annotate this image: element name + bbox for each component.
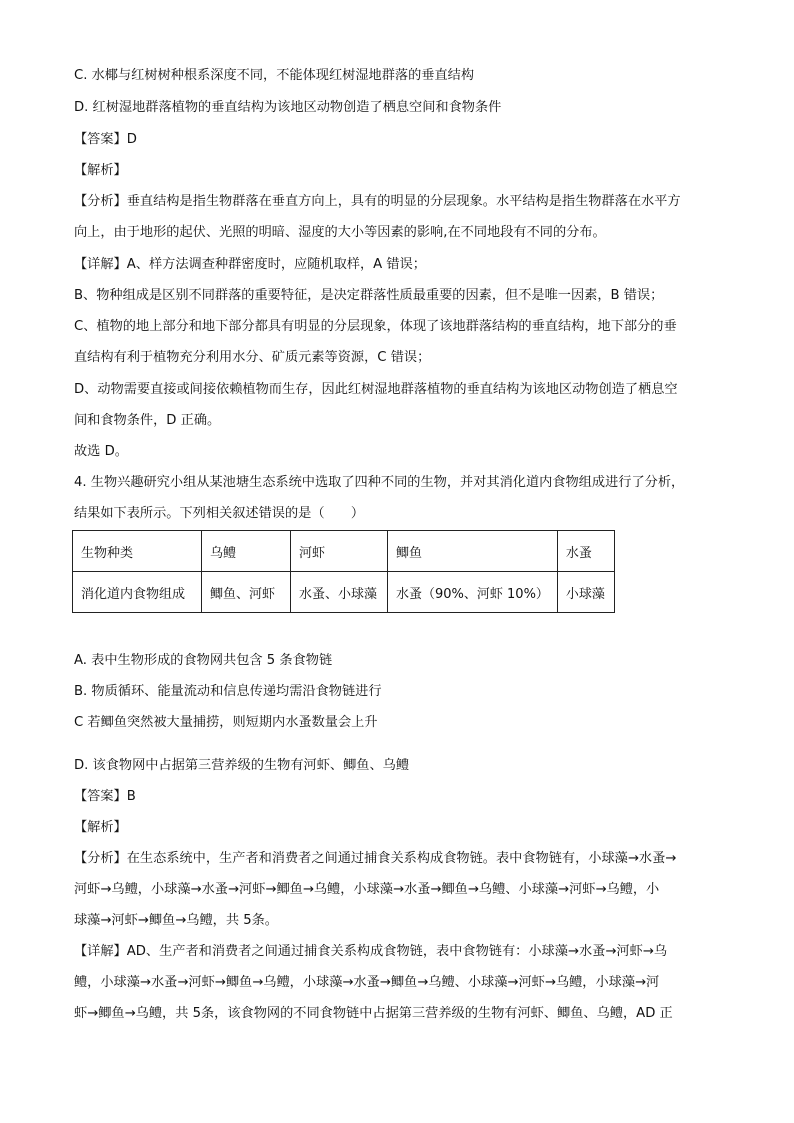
food-composition-table bbox=[72, 530, 615, 613]
detail-text: 【详解】AD、生产者和消费者之间通过捕食关系构成食物链，表中食物链有：小球藻→水蚤→河虾→乌 bbox=[74, 944, 668, 959]
analysis-text: 球藻→河虾→鲫鱼→乌鳢，共 5条。 bbox=[74, 913, 278, 928]
option-c: C 若鲫鱼突然被大量捕捞，则短期内水蚤数量会上升 bbox=[74, 715, 378, 730]
table-cell: 水蚤、小球藻 bbox=[291, 572, 388, 613]
detail-text: B、物种组成是区别不同群落的重要特征，是决定群落性质最重要的因素，但不是唯一因素，B 错误； bbox=[74, 288, 664, 303]
table-cell: 鲫鱼 bbox=[388, 531, 558, 572]
option-c-prev: C. 水椰与红树树种根系深度不同，不能体现红树湿地群落的垂直结构 bbox=[74, 68, 475, 83]
table-cell: 乌鳢 bbox=[202, 531, 291, 572]
detail-text: 间和食物条件，D 正确。 bbox=[74, 413, 221, 428]
table-cell: 生物种类 bbox=[73, 531, 202, 572]
detail-text: 虾→鲫鱼→乌鳢，共 5条，该食物网的不同食物链中占据第三营养级的生物有河虾、鲫鱼、乌鳢，AD 正 bbox=[74, 1006, 673, 1021]
table-cell: 消化道内食物组成 bbox=[73, 572, 202, 613]
table-row bbox=[73, 531, 615, 572]
table-cell: 水蚤（90%、河虾 10%） bbox=[388, 572, 558, 613]
table-cell: 鲫鱼、河虾 bbox=[202, 572, 291, 613]
analysis-text: 向上，由于地形的起伏、光照的明暗、湿度的大小等因素的影响,在不同地段有不同的分布。 bbox=[74, 225, 606, 240]
analysis-text: 河虾→乌鳢，小球藻→水蚤→河虾→鲫鱼→乌鳢，小球藻→水蚤→鲫鱼→乌鳢、小球藻→河虾→乌鳢，小 bbox=[74, 882, 660, 897]
detail-text: 【详解】A、样方法调查种群密度时，应随机取样，A 错误； bbox=[74, 257, 426, 272]
table-cell: 小球藻 bbox=[557, 572, 614, 613]
answer-label-prev: 【答案】D bbox=[74, 132, 137, 147]
detail-text: 鳢，小球藻→水蚤→河虾→鲫鱼→乌鳢，小球藻→水蚤→鲫鱼→乌鳢、小球藻→河虾→乌鳢，小球藻→河 bbox=[74, 975, 660, 990]
detail-text: C、植物的地上部分和地下部分都具有明显的分层现象，体现了该地群落结构的垂直结构，地下部分的垂 bbox=[74, 319, 677, 334]
analysis-label-prev: 【解析】 bbox=[74, 163, 127, 178]
conclusion-text: 故选 D。 bbox=[74, 444, 128, 459]
analysis-label: 【解析】 bbox=[74, 820, 127, 835]
option-d: D. 该食物网中占据第三营养级的生物有河虾、鲫鱼、乌鳢 bbox=[74, 758, 410, 773]
analysis-text: 【分析】在生态系统中，生产者和消费者之间通过捕食关系构成食物链。表中食物链有，小球藻→水蚤→ bbox=[74, 851, 677, 866]
option-b: B. 物质循环、能量流动和信息传递均需沿食物链进行 bbox=[74, 684, 382, 699]
question-4-stem: 结果如下表所示。下列相关叙述错误的是（ ） bbox=[74, 506, 365, 521]
table-cell: 水蚤 bbox=[557, 531, 614, 572]
detail-text: D、动物需要直接或间接依赖植物而生存，因此红树湿地群落植物的垂直结构为该地区动物创造了栖息空 bbox=[74, 382, 678, 397]
answer-label: 【答案】B bbox=[74, 789, 136, 804]
question-4-stem: 4. 生物兴趣研究小组从某池塘生态系统中选取了四种不同的生物，并对其消化道内食物组成进行了分析， bbox=[74, 475, 685, 490]
detail-text: 直结构有利于植物充分利用水分、矿质元素等资源，C 错误； bbox=[74, 350, 431, 365]
table-cell: 河虾 bbox=[291, 531, 388, 572]
option-a: A. 表中生物形成的食物网共包含 5 条食物链 bbox=[74, 653, 333, 668]
option-d-prev: D. 红树湿地群落植物的垂直结构为该地区动物创造了栖息空间和食物条件 bbox=[74, 100, 502, 115]
analysis-text: 【分析】垂直结构是指生物群落在垂直方向上，具有的明显的分层现象。水平结构是指生物群落在水平方 bbox=[74, 194, 681, 209]
table-row bbox=[73, 572, 615, 613]
